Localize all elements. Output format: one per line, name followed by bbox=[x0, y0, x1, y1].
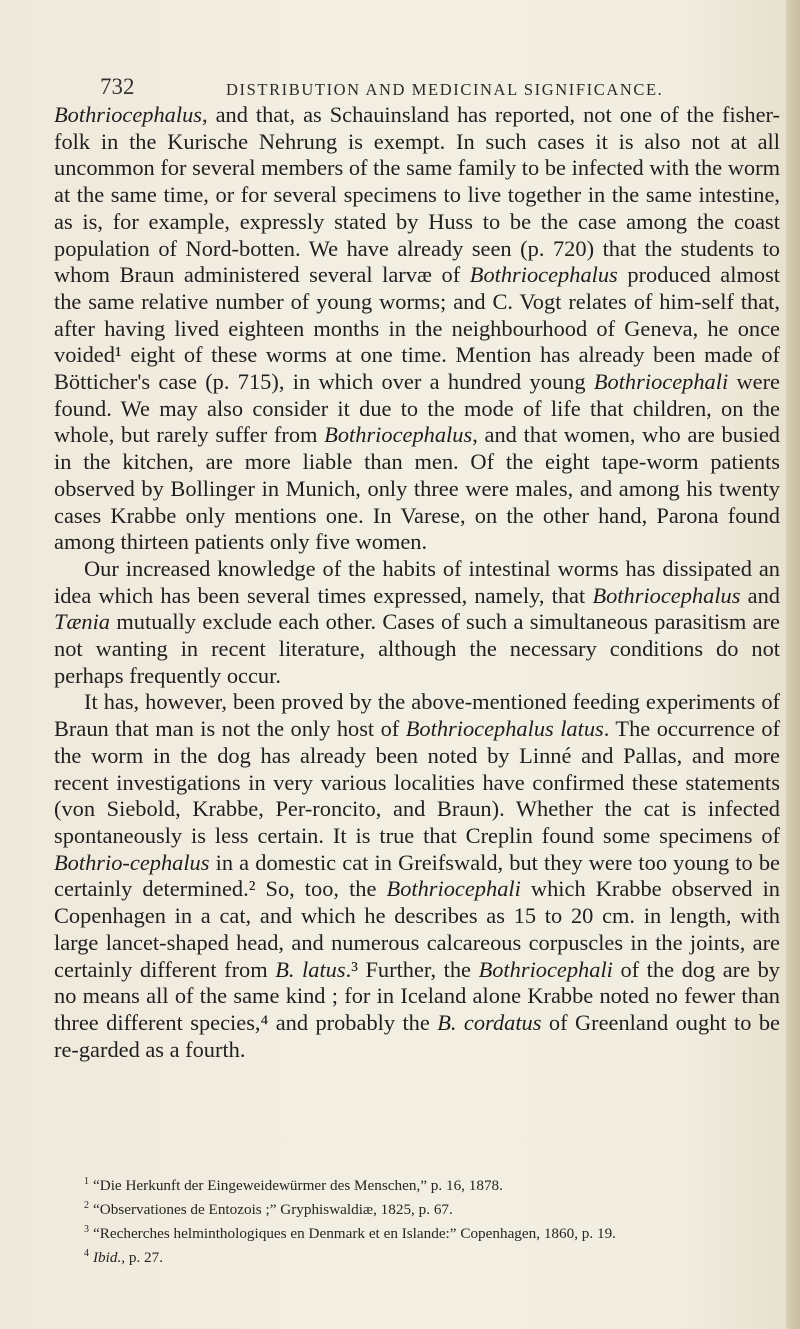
paragraph-3: It has, however, been proved by the above-mentioned feeding experiments of Braun that man is not the only host of Bothriocephalus latus. The occurrence of the worm in the dog has already been noted by Linné and Pallas, and more recent investigations in very various localities have confirmed these statements (von Siebold, Krabbe, Per-roncito, and Braun). Whether the cat is infected spontaneously is less certain. It is true that Creplin found some specimens of Bothrio-cephalus in a domestic cat in Greifswald, but they were too young to be certainly determined.² So, too, the Bothriocephali which Krabbe observed in Copenhagen in a cat, and which he describes as 15 to 20 cm. in length, with large lancet-shaped head, and numerous calcareous corpuscles in the joints, are certainly different from B. latus.³ Further, the Bothriocephali of the dog are by no means all of the same kind ; for in Iceland alone Krabbe noted no fewer than three different species,⁴ and probably the B. cordatus of Greenland ought to be re-garded as a fourth. bbox=[54, 689, 781, 1062]
footnote-2 bbox=[64, 1196, 780, 1220]
footnote-text: “Recherches helminthologiques en Denmark et en Islande:” Copenhagen, 1860, p. 19. bbox=[93, 1224, 616, 1242]
paragraph-2: Our increased knowledge of the habits of intestinal worms has dissipated an idea which has been several times expressed, namely, that Bothriocephalus and Tænia mutually exclude each other. Cases of such a simultaneous parasitism are not wanting in recent literature, although the necessary conditions do not perhaps frequently occur. bbox=[54, 555, 780, 688]
footnote-text: “Observationes de Entozois ;” Gryphiswaldiæ, 1825, p. 67. bbox=[93, 1200, 453, 1218]
body-text bbox=[54, 102, 780, 1063]
page-number: 732 bbox=[100, 74, 135, 99]
paragraph-1: Bothriocephalus, and that, as Schauinsland has reported, not one of the fisher-folk in the Kurische Nehrung is exempt. In such cases it is also not at all uncommon for several members of the same family to be infected with the worm at the same time, or for several specimens to live together in the same intestine, as is, for example, expressly stated by Huss to be the case among the coast population of Nord-botten. We have already seen (p. 720) that the students to whom Braun administered several larvæ of Bothriocephalus produced almost the same relative number of young worms; and C. Vogt relates of him-self that, after having lived eighteen months in the neighbourhood of Geneva, he once voided¹ eight of these worms at one time. Mention has already been made of Bötticher's case (p. 715), in which over a hundred young Bothriocephali were found. We may also consider it due to the mode of life that children, on the whole, but rarely suffer from Bothriocephalus, and that women, who are busied in the kitchen, are more liable than men. Of the eight tape-worm patients observed by Bollinger in Munich, only three were males, and among his twenty cases Krabbe only mentions one. In Varese, on the other hand, Parona found among thirteen patients only five women. bbox=[54, 102, 780, 555]
footnotes bbox=[64, 1172, 780, 1267]
page-header bbox=[100, 74, 780, 104]
footnote-1 bbox=[64, 1172, 780, 1196]
footnote-mark: 4 bbox=[84, 1247, 89, 1259]
footnote-text: “Die Herkunft der Eingeweidewürmer des Menschen,” p. 16, 1878. bbox=[93, 1177, 503, 1195]
page-edge bbox=[786, 0, 800, 1329]
footnote-3 bbox=[64, 1220, 780, 1244]
footnote-4 bbox=[64, 1244, 780, 1268]
footnote-mark: 1 bbox=[84, 1176, 89, 1187]
footnote-mark: 3 bbox=[84, 1223, 89, 1235]
footnote-text: Ibid., p. 27. bbox=[93, 1248, 164, 1266]
running-head: DISTRIBUTION AND MEDICINAL SIGNIFICANCE. bbox=[226, 80, 664, 99]
footnote-mark: 2 bbox=[84, 1199, 89, 1211]
